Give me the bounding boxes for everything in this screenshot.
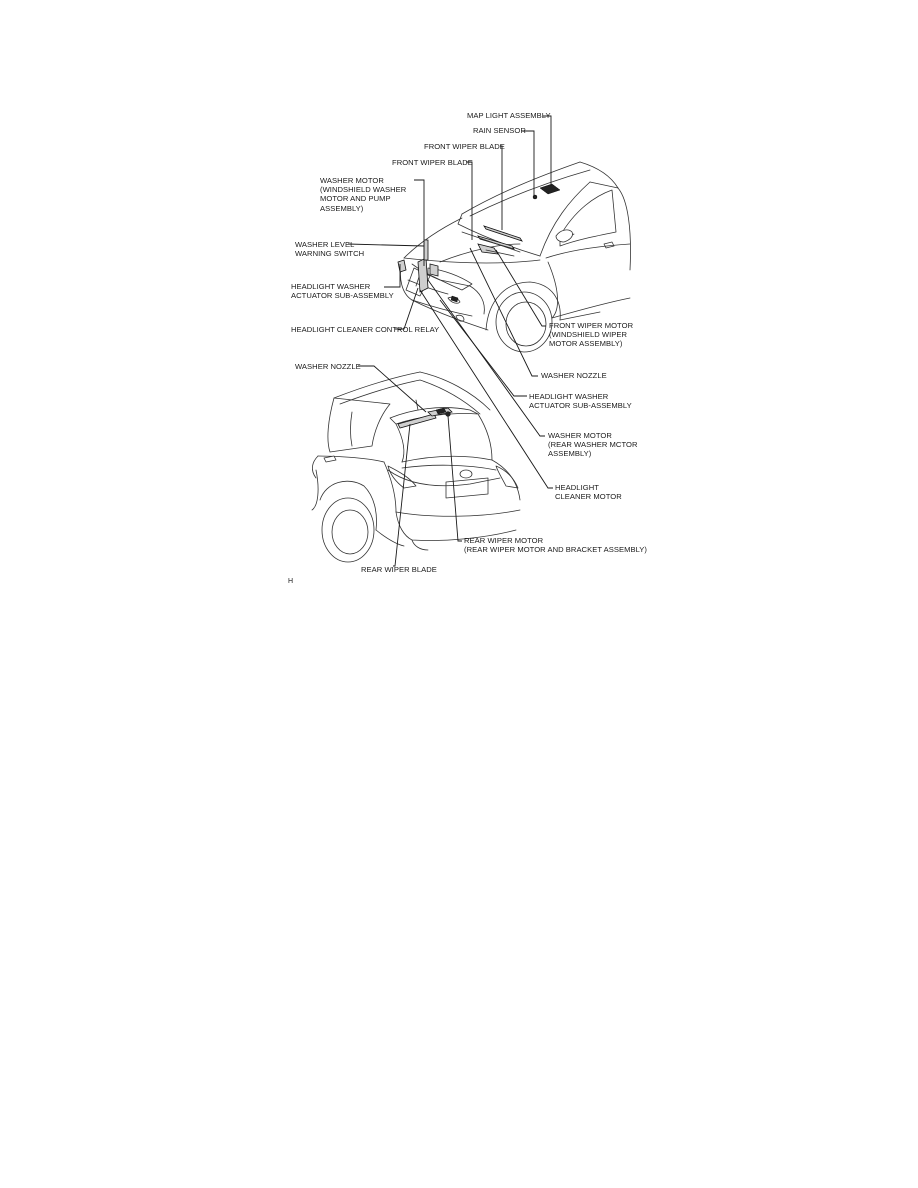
label-front-wiper-motor: FRONT WIPER MOTOR (WINDSHIELD WIPER MOTOR ASSEMBLY)	[549, 321, 634, 349]
label-washer-motor-rear: WASHER MOTOR (REAR WASHER MCTOR ASSEMBLY)	[548, 431, 638, 459]
label-headlight-washer-actuator-right: HEADLIGHT WASHER ACTUATOR SUB-ASSEMBLY	[529, 392, 632, 411]
label-rear-wiper-blade: REAR WIPER BLADE	[361, 565, 437, 574]
label-front-wiper-blade-1: FRONT WIPER BLADE	[424, 142, 505, 151]
label-washer-nozzle-rear: WASHER NOZZLE	[295, 362, 361, 371]
label-headlight-cleaner-motor: HEADLIGHT CLEANER MOTOR	[555, 483, 622, 502]
label-headlight-cleaner-control-relay: HEADLIGHT CLEANER CONTROL RELAY	[291, 325, 440, 334]
label-washer-level-warning-switch: WASHER LEVEL WARNING SWITCH	[295, 240, 365, 259]
label-washer-motor-front: WASHER MOTOR (WINDSHIELD WASHER MOTOR AND PUMP ASSEMBLY)	[320, 176, 407, 213]
label-rain-sensor: RAIN SENSOR	[473, 126, 526, 135]
label-front-wiper-blade-2: FRONT WIPER BLADE	[392, 158, 473, 167]
label-washer-nozzle-front: WASHER NOZZLE	[541, 371, 607, 380]
rear-vehicle-illustration	[312, 372, 520, 562]
label-headlight-washer-actuator-left: HEADLIGHT WASHER ACTUATOR SUB-ASSEMBLY	[291, 282, 394, 301]
figure-code: H	[288, 578, 294, 585]
label-rear-wiper-motor: REAR WIPER MOTOR (REAR WIPER MOTOR AND BRACKET ASSEMBLY)	[464, 536, 647, 555]
label-map-light-assembly: MAP LIGHT ASSEMBLY	[467, 111, 551, 120]
